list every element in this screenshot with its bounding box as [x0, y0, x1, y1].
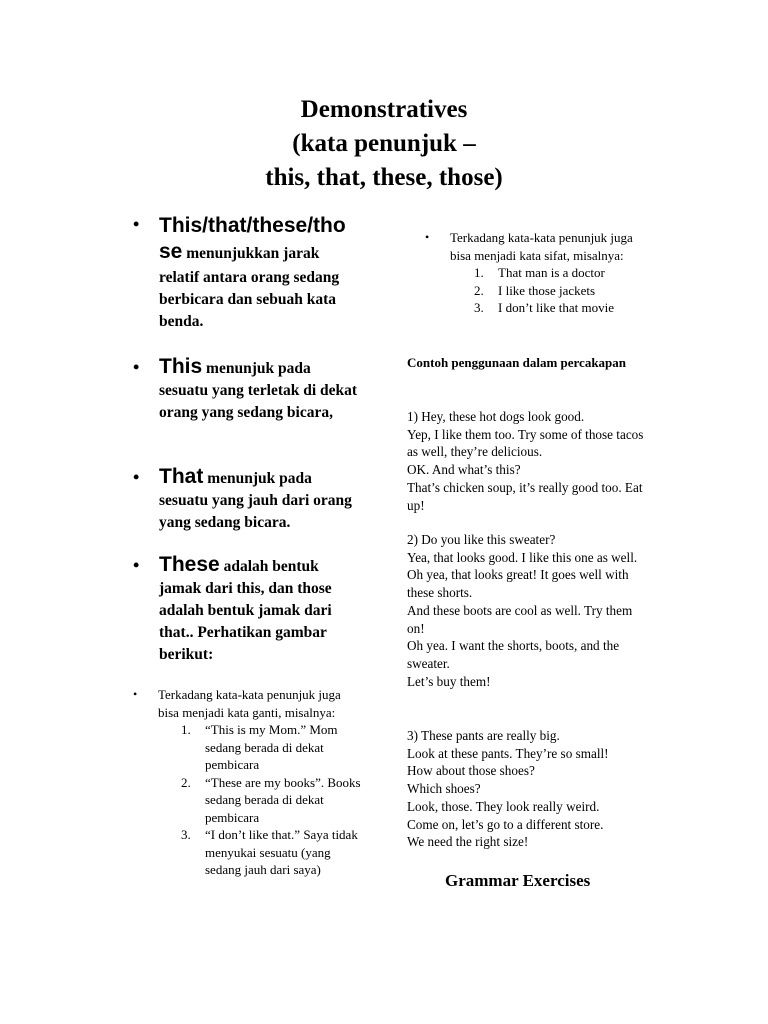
dialog-line: How about those shoes?: [407, 763, 535, 779]
dialog-line: Oh yea. I want the shorts, boots, and the sweater.: [407, 638, 620, 671]
dialog-line: Oh yea, that looks great! It goes well with these shorts.: [407, 567, 629, 601]
bullet-icon: •: [133, 214, 140, 234]
dialog-line: Look at these pants. They’re so small!: [407, 745, 609, 761]
bullet-lead: That: [159, 465, 204, 488]
adjective-bullet: [425, 229, 655, 317]
dialog-1: [407, 408, 672, 514]
bullet-text: menunjuk pada sesuatu yang terletak di dekat orang yang sedang bicara,: [159, 360, 358, 421]
list-item: 1. That man is a doctor: [474, 265, 605, 280]
dialog-2: [407, 531, 672, 690]
dialog-line: 3) These pants are really big.: [407, 728, 560, 743]
exercise-heading: Grammar Exercises: [445, 871, 591, 890]
bullet-icon: •: [133, 687, 138, 701]
pronoun-bullet: [133, 686, 363, 879]
bullet-lead-continued: se: [159, 240, 183, 263]
dialog-line: Come on, let’s go to a different store.: [407, 816, 604, 832]
dialog-line: OK. And what’s this?: [407, 462, 521, 478]
bullet-icon: •: [133, 357, 140, 377]
list-item: 3. I don’t like that movie: [474, 300, 615, 315]
conversation-subheading: Contoh penggunaan dalam percakapan: [407, 355, 627, 370]
list-item: 3. “I don’t like that.” Saya tidak menyukai sesuatu (yang sedang jauh dari saya): [181, 827, 358, 877]
bullet-text: menunjukkan jarak: [182, 245, 320, 262]
dialog-line: 2) Do you like this sweater?: [407, 532, 556, 547]
title-line-3: this, that, these, those): [265, 164, 503, 191]
definition-bullet: [133, 213, 373, 333]
list-item: 2. I like those jackets: [474, 282, 596, 298]
dialog-line: Look, those. They look really weird.: [407, 798, 600, 814]
adjective-list: [474, 264, 654, 317]
dialog-3: [407, 727, 672, 851]
adjective-intro: Terkadang kata-kata penunjuk juga bisa menjadi kata sifat, misalnya:: [450, 230, 633, 263]
dialog-line: 1) Hey, these hot dogs look good.: [407, 409, 585, 424]
bullet-lead: These: [159, 553, 220, 576]
dialog-line: And these boots are cool as well. Try them on!: [407, 602, 633, 636]
bullet-text-continued: relatif antara orang sedang berbicara dan sebuah kata benda.: [159, 269, 340, 330]
pronoun-intro: Terkadang kata-kata penunjuk juga bisa menjadi kata ganti, misalnya:: [158, 687, 341, 720]
list-item: 1. “This is my Mom.” Mom sedang berada di dekat pembicara: [181, 722, 338, 772]
bullet-icon: •: [425, 230, 430, 244]
dialog-line: Which shoes?: [407, 781, 481, 797]
these-bullet: [133, 554, 373, 666]
dialog-line: Yea, that looks good. I like this one as well.: [407, 549, 638, 565]
bullet-text: adalah bentuk jamak dari this, dan those adalah bentuk jamak dari that.. Perhatikan gambar berikut:: [159, 558, 332, 663]
bullet-lead: This/that/these/tho: [159, 214, 346, 237]
dialog-line: Let’s buy them!: [407, 673, 491, 689]
this-bullet: [133, 356, 373, 424]
dialog-line: We need the right size!: [407, 834, 529, 850]
pronoun-list: [181, 721, 361, 879]
title-line-1: Demonstratives: [300, 96, 468, 123]
bullet-lead: This: [159, 355, 203, 378]
bullet-text: menunjuk pada sesuatu yang jauh dari orang yang sedang bicara.: [159, 470, 352, 531]
dialog-line: Yep, I like them too. Try some of those tacos as well, they’re delicious.: [407, 426, 644, 460]
dialog-line: That’s chicken soup, it’s really good too. Eat up!: [407, 479, 643, 513]
bullet-icon: •: [133, 467, 140, 487]
bullet-icon: •: [133, 555, 140, 575]
that-bullet: [133, 466, 373, 534]
document-title: [0, 93, 768, 195]
list-item: 2. “These are my books”. Books sedang berada di dekat pembicara: [181, 774, 361, 825]
title-line-2: (kata penunjuk –: [292, 130, 476, 157]
